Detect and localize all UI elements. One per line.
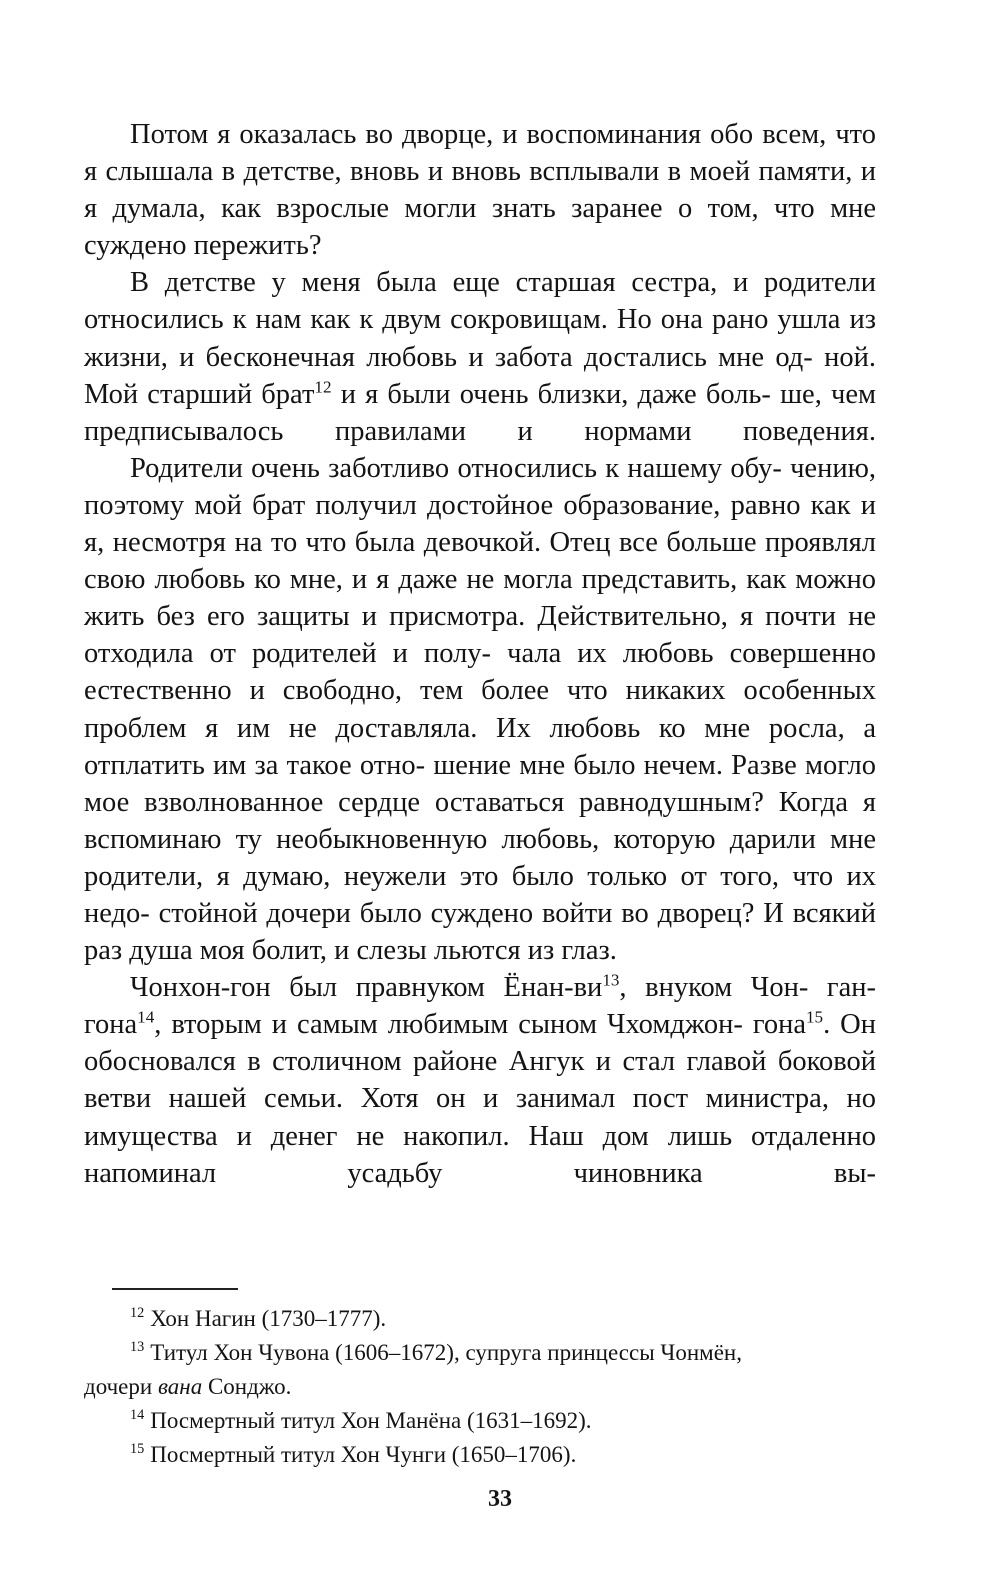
paragraph-4	[84, 969, 876, 1192]
text-line: стойной дочери было суждено войти во дворец? И всякий	[158, 897, 877, 929]
paragraph-3	[84, 450, 876, 969]
text-line: из жизни, и бесконечная любовь и забота достались мне од-	[84, 304, 876, 373]
text-line: ной. Мой старший брат	[84, 341, 877, 410]
text-line: относились к нам как к двум сокровищам. Но она рано ушла	[84, 304, 841, 336]
text-line: чению, поэтому мой брат получил достойное образование,	[84, 452, 876, 521]
footnote-14	[84, 1404, 876, 1438]
page-number: 33	[488, 1486, 512, 1512]
text-line: памяти, и я думала, как взрослые могли знать заранее	[84, 156, 877, 225]
text-line: пост министра, но имущества и денег не накопил. Наш	[84, 1083, 876, 1152]
text-line: дом лишь отдаленно напоминал усадьбу чиновника вы-	[84, 1120, 877, 1189]
text-line: больше проявлял свою любовь ко мне, и я даже не могла	[84, 527, 877, 596]
footnote-divider	[112, 1288, 238, 1290]
text-line: раз душа моя болит, и слезы льются из глаз.	[84, 935, 617, 967]
text-line: , внуком Чон-	[619, 972, 809, 1004]
footnote-text: Посмертный титул Хон Манёна (1631–1692).	[150, 1408, 592, 1433]
footnote-ref-12: 12	[314, 377, 332, 397]
footnote-ref-13: 13	[602, 970, 620, 990]
text-line: Родители очень заботливо относились к нашему обу-	[130, 452, 782, 484]
text-line: , вторым и самым любимым сыном Чхомджон-	[154, 1009, 743, 1041]
text-line: более что никаких особенных проблем я им не доставляла.	[84, 675, 876, 744]
footnote-text: дочери	[84, 1374, 158, 1399]
text-line: . Он обосновался в столичном районе Ангук и стал	[84, 1009, 876, 1078]
text-line: Чонхон-гон был правнуком Ёнан-ви	[130, 972, 603, 1004]
text-line: гона	[752, 1009, 806, 1041]
text-line: равно как и я, несмотря на то что была девочкой. Отец все	[84, 489, 877, 559]
footnote-ref-15: 15	[805, 1007, 824, 1027]
text-line: ган-гона	[84, 972, 877, 1041]
text-line: шение мне было нечем. Разве могло мое взволнованное	[84, 749, 876, 818]
footnote-text: Титул Хон Чувона (1606–1672), супруга принцессы Чонмён,	[150, 1340, 742, 1365]
footnote-ref-14: 14	[137, 1007, 155, 1027]
footnote-15	[84, 1438, 876, 1472]
footnote-mark: 15	[130, 1441, 145, 1458]
text-line: главой боковой ветви нашей семьи. Хотя он и занимал	[84, 1046, 877, 1115]
text-line: я думаю, неужели это было только от того, что их недо-	[84, 860, 877, 929]
text-line: В детстве у меня была еще старшая сестра, и родители	[130, 267, 876, 299]
text-line: Действительно, я почти не отходила от родителей и полу-	[84, 601, 876, 670]
text-line: Их любовь ко мне росла, а отплатить им за такое отно-	[84, 712, 877, 781]
footnote-text: Хон Нагин (1730–1777).	[150, 1306, 387, 1331]
main-text	[84, 116, 876, 1192]
footnote-12	[84, 1302, 876, 1336]
footnote-13	[84, 1336, 876, 1370]
text-line: чала их любовь совершенно естественно и свободно, тем	[84, 638, 877, 707]
footnote-text: Сонджо.	[202, 1374, 292, 1399]
text-line: и я были очень близки, даже боль-	[340, 378, 771, 410]
text-line: ше, чем предписывалось правилами и нормами поведения.	[84, 378, 877, 447]
footnote-italic-term: вана	[157, 1374, 203, 1399]
paragraph-2	[84, 264, 876, 449]
text-line: о том, что мне суждено пережить?	[84, 193, 877, 262]
footnote-mark: 14	[130, 1407, 145, 1424]
footnote-mark: 13	[130, 1339, 145, 1356]
text-line: Потом я оказалась во дворце, и воспоминания обо всем,	[130, 119, 827, 150]
footnotes	[84, 1302, 876, 1472]
footnote-mark: 12	[130, 1305, 145, 1322]
text-line: представить, как можно жить без его защиты и присмотра.	[84, 564, 876, 633]
footnote-13-continued	[84, 1370, 876, 1404]
text-line: необыкновенную любовь, которую дарили мне родители,	[84, 823, 876, 892]
text-line: что я слышала в детстве, вновь и вновь всплывали в моей	[84, 119, 877, 188]
footnote-text: Посмертный титул Хон Чунги (1650–1706).	[150, 1442, 577, 1467]
text-line: сердце оставаться равнодушным? Когда я вспоминаю ту	[84, 786, 876, 855]
paragraph-1	[84, 116, 876, 264]
